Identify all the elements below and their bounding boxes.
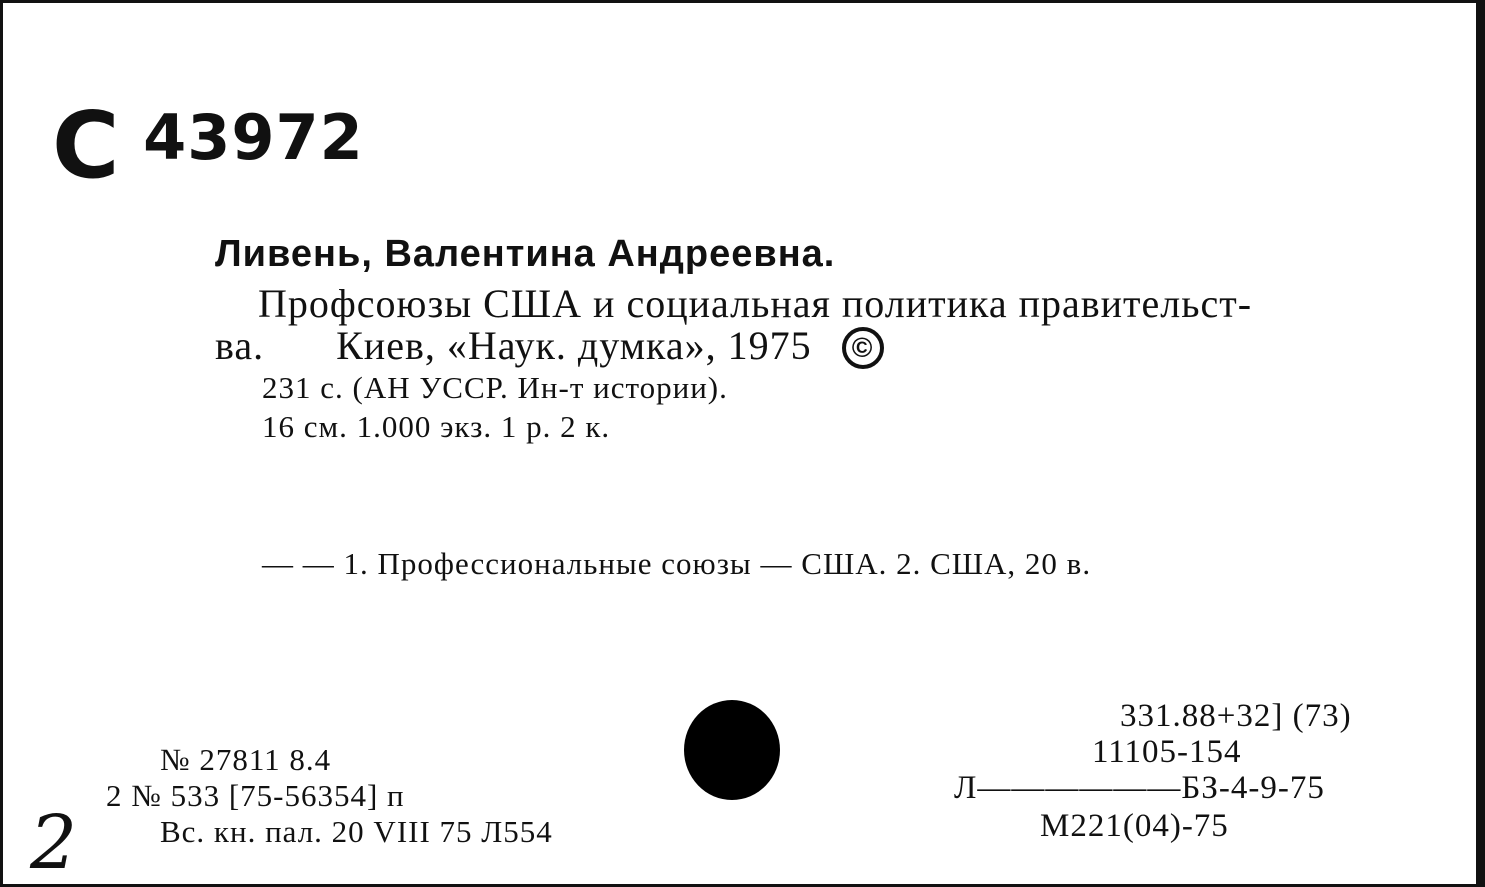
physical-description-1: 231 с. (АН УССР. Ин-т истории). bbox=[262, 370, 728, 405]
punch-hole bbox=[684, 700, 780, 800]
copyright-icon: © bbox=[842, 327, 884, 369]
subject-headings: — — 1. Профессиональные союзы — США. 2. США, 20 в. bbox=[262, 546, 1092, 581]
handwritten-number: 2 bbox=[30, 800, 78, 886]
title-line-2 bbox=[215, 322, 884, 369]
publisher-code: М221(04)-75 bbox=[1040, 808, 1229, 844]
physical-description-2: 16 см. 1.000 экз. 1 р. 2 к. bbox=[262, 409, 611, 444]
imprint: Киев, «Наук. думка», 1975 bbox=[336, 323, 812, 368]
shelf-letter: С bbox=[52, 92, 121, 199]
classification-index: 331.88+32] (73) bbox=[1120, 698, 1352, 734]
shelf-number: 43972 bbox=[143, 101, 364, 174]
author-heading: Ливень, Валентина Андреевна. bbox=[215, 233, 836, 275]
registry-number: 2 № 533 [75-56354] п bbox=[106, 778, 405, 813]
classification-code: 11105-154 bbox=[1092, 734, 1242, 770]
title-line-2-end: ва. bbox=[215, 323, 265, 368]
chamber-note: Вс. кн. пал. 20 VIII 75 Л554 bbox=[160, 814, 553, 849]
record-number: № 27811 8.4 bbox=[160, 742, 332, 777]
title-line-1: Профсоюзы США и социальная политика правительст- bbox=[258, 281, 1253, 326]
series-code: Л——————БЗ-4-9-75 bbox=[954, 770, 1325, 806]
shelf-mark bbox=[52, 92, 364, 199]
